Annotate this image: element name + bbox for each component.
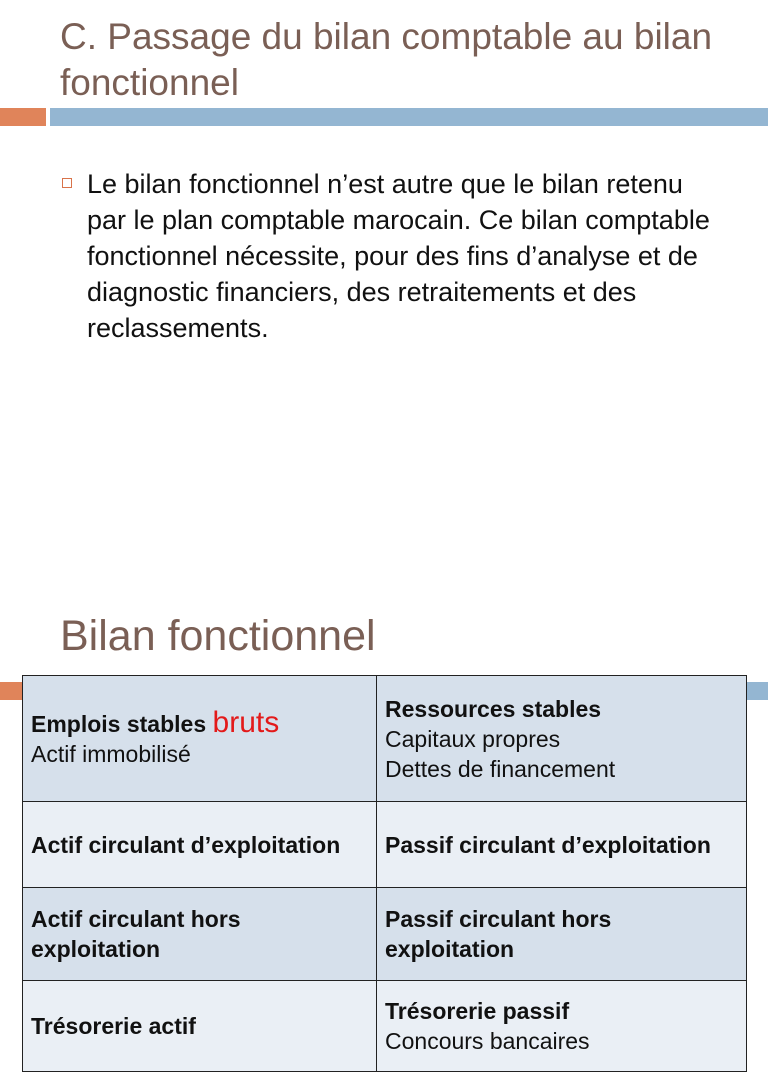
- cell-heading: Ressources stables: [385, 695, 602, 722]
- bullet-item: [60, 166, 710, 346]
- slide-2: [0, 600, 768, 1054]
- cell-heading: Passif circulant hors exploitation: [385, 906, 612, 962]
- table-cell-tresorerie-actif: [23, 981, 377, 1072]
- cell-subtext: Capitaux propres: [385, 725, 561, 752]
- table-row: [23, 676, 747, 802]
- cell-heading: Actif circulant d’exploitation: [31, 831, 341, 858]
- highlight-word: bruts: [212, 706, 280, 739]
- table-cell-emplois-stables: [23, 676, 377, 802]
- table-row: [23, 888, 747, 981]
- cell-heading: Passif circulant d’exploitation: [385, 831, 711, 858]
- slide-1-title: C. Passage du bilan comptable au bilan fonctionnel: [60, 16, 713, 103]
- bilan-table-wrapper: [22, 675, 747, 1072]
- bullet-list: [60, 166, 710, 346]
- cell-heading: Trésorerie passif: [385, 998, 570, 1024]
- bilan-fonctionnel-table: [22, 675, 747, 1072]
- cell-subtext: Actif immobilisé: [31, 741, 191, 767]
- table-cell-actif-circulant-exploitation: [23, 802, 377, 888]
- bullet-text: Le bilan fonctionnel n’est autre que le bilan retenu par le plan comptable marocain. Ce bilan comptable fonctionnel nécessite, pour des fins d’analyse et de diagnostic financiers, des retraitements et des reclassements.: [87, 169, 710, 343]
- table-cell-passif-circulant-exploitation: [377, 802, 747, 888]
- table-cell-actif-circulant-hors-exploitation: [23, 888, 377, 981]
- title-accent-bar-blue: [50, 108, 768, 126]
- table-cell-ressources-stables: [377, 676, 747, 802]
- cell-heading: Actif circulant hors exploitation: [31, 906, 241, 962]
- cell-heading: Trésorerie actif: [31, 1013, 196, 1039]
- table-row: [23, 981, 747, 1072]
- table-row: [23, 802, 747, 888]
- title-accent-bar-orange: [0, 108, 46, 126]
- square-bullet-icon: [62, 178, 72, 188]
- cell-subtext: Dettes de financement: [385, 755, 616, 782]
- table-cell-passif-circulant-hors-exploitation: [377, 888, 747, 981]
- table-cell-tresorerie-passif: [377, 981, 747, 1072]
- cell-heading: Emplois stables: [31, 711, 207, 737]
- cell-subtext: Concours bancaires: [385, 1028, 590, 1054]
- slide-2-title: Bilan fonctionnel: [60, 612, 376, 660]
